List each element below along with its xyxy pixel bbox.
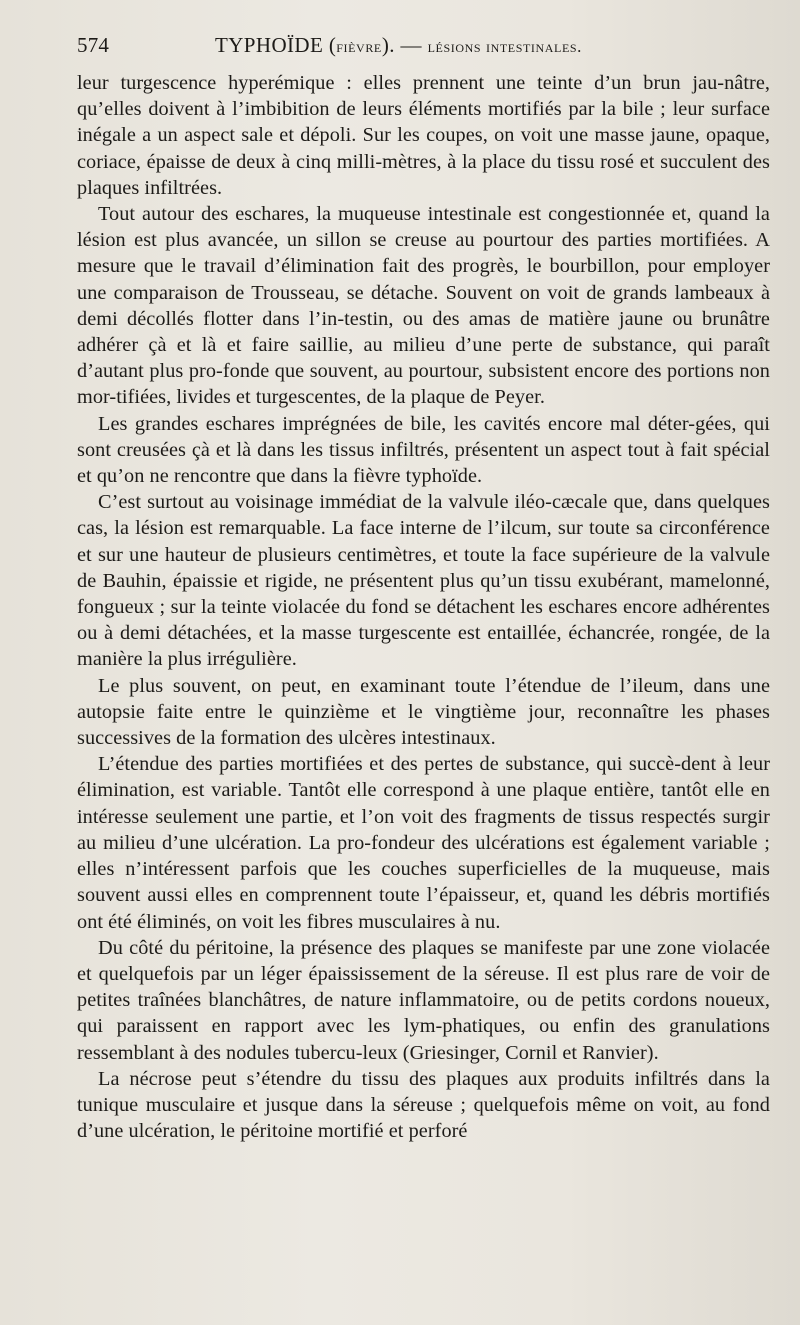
page-number: 574 <box>77 33 110 57</box>
running-title-paren-close: ). — <box>381 33 428 57</box>
running-head <box>77 33 770 69</box>
paragraph: L’étendue des parties mortifiées et des pertes de substance, qui succè-dent à leur élimination, est variable. Tantôt elle correspond à une plaque entière, tantôt elle en intéresse seulement une partie, et l’on voit des fragments de tissus respectés surgir au milieu d’une ulcération. La pro-fondeur des ulcérations est également variable ; elles n’intéressent parfois que les couches superficielles de la muqueuse, mais souvent aussi elles en comprennent toute l’épaisseur, et, quand les débris mortifiés ont été éliminés, on voit les fibres musculaires à nu. <box>77 753 770 933</box>
body-text <box>77 70 770 1144</box>
paragraph: La nécrose peut s’étendre du tissu des plaques aux produits infiltrés dans la tunique musculaire et jusque dans la séreuse ; quelquefois même on voit, au fond d’une ulcération, le péritoine mortifié et perforé <box>77 1067 770 1143</box>
running-title-section: lésions intestinales. <box>427 37 583 56</box>
paragraph: Les grandes eschares imprégnées de bile, les cavités encore mal déter-gées, qui sont creusées çà et là dans les tissus infiltrés, présentent un aspect tout à fait spécial et qu’on ne rencontre que dans la fièvre typhoïde. <box>77 412 770 488</box>
paragraph: Tout autour des eschares, la muqueuse intestinale est congestionnée et, quand la lésion est plus avancée, un sillon se creuse au pourtour des parties mortifiées. A mesure que le travail d’élimination fait des progrès, le bourbillon, pour employer une comparaison de Trousseau, se détache. Souvent on voit de grands lambeaux à demi décollés flotter dans l’in-testin, ou des amas de matière jaune ou brunâtre adhérer çà et là et faire saillie, au milieu d’une perte de substance, qui paraît d’autant plus pro-fonde que souvent, au pourtour, subsistent encore des portions non mor-tifiées, livides et turgescentes, de la plaque de Peyer. <box>77 203 770 409</box>
running-title <box>215 33 582 58</box>
paragraph: Du côté du péritoine, la présence des plaques se manifeste par une zone violacée et quelquefois par un léger épaississement de la séreuse. Il est plus rare de voir de petites traînées blanchâtres, de nature inflammatoire, ou de petits cordons noueux, qui paraissent en rapport avec les lym-phatiques, ou enfin des granulations ressemblant à des nodules tubercu-leux (Griesinger, Cornil et Ranvier). <box>77 936 770 1064</box>
running-title-paren-open: ( <box>323 33 337 57</box>
paragraph: C’est surtout au voisinage immédiat de la valvule iléo-cæcale que, dans quelques cas, la lésion est remarquable. La face interne de l’ilcum, sur toute sa circonférence et sur une hauteur de plusieurs centimètres, et toute la face supérieure de la valvule de Bauhin, épaissie et rigide, ne présentent plus qu’un tissu exubérant, mamelonné, fongueux ; sur la teinte violacée du fond se détachent les eschares encore adhérentes ou à demi détachées, et la masse turgescente est entaillée, échancrée, rongée, de la manière la plus irrégulière. <box>77 491 770 671</box>
running-title-paren-word: fièvre <box>336 37 382 56</box>
running-title-main: TYPHOÏDE <box>215 33 324 57</box>
paragraph: Le plus souvent, on peut, en examinant toute l’étendue de l’ileum, dans une autopsie faite entre le quinzième et le vingtième jour, reconnaître les phases successives de la formation des ulcères intestinaux. <box>77 674 770 750</box>
paragraph-continued: leur turgescence hyperémique : elles prennent une teinte d’un brun jau-nâtre, qu’elles doivent à l’imbibition de leurs éléments mortifiés par la bile ; leur surface inégale a un aspect sale et dépoli. Sur les coupes, on voit une masse jaune, opaque, coriace, épaisse de deux à cinq milli-mètres, à la place du tissu rosé et succulent des plaques infiltrées. <box>77 72 770 199</box>
